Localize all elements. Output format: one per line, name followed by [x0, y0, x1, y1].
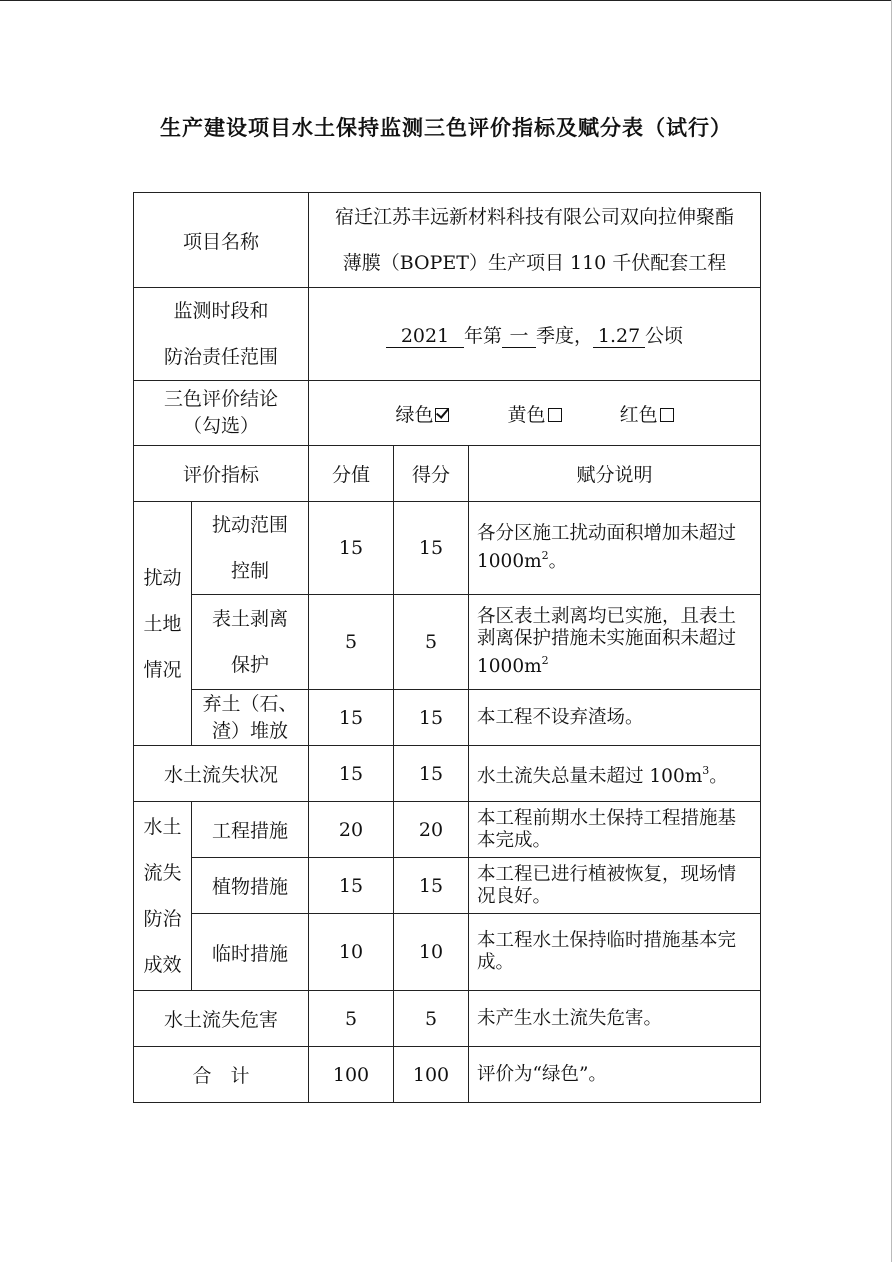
value-cell: 15 [309, 690, 394, 746]
group-prevent-label [134, 802, 192, 991]
table-row [134, 595, 761, 690]
note-cell: 未产生水土流失危害。 [469, 991, 761, 1047]
note-cell: 本工程水土保持临时措施基本完成。 [469, 914, 761, 991]
indicator-name: 水土流失危害 [134, 991, 309, 1047]
checkbox-empty-icon[interactable] [660, 408, 674, 422]
area-unit: 公顷 [645, 324, 684, 347]
score-cell: 20 [394, 802, 469, 858]
total-row [134, 1047, 761, 1103]
indicator-name-line2: 保护 [231, 654, 270, 676]
year-value: 2021 [386, 325, 464, 348]
table-row [134, 858, 761, 914]
note-cell: 本工程不设弃渣场。 [469, 690, 761, 746]
option-green[interactable] [395, 400, 449, 427]
period-row [134, 288, 761, 381]
project-name-line2: 薄膜（BOPET）生产项目 110 千伏配套工程 [342, 252, 727, 274]
score-cell: 15 [394, 858, 469, 914]
total-score: 100 [394, 1047, 469, 1103]
group-disturb-line2: 土地 [143, 612, 182, 635]
top-border-line [0, 0, 892, 1]
project-name-line1: 宿迁江苏丰远新材料科技有限公司双向拉伸聚酯 [335, 206, 735, 228]
conclusion-label [134, 381, 309, 446]
group-prevent-line2: 流失 [143, 862, 182, 884]
group-prevent-line3: 防治 [143, 908, 182, 930]
conclusion-label-line1: 三色评价结论 [164, 388, 279, 410]
value-cell: 10 [309, 914, 394, 991]
header-score: 得分 [394, 446, 469, 502]
checkbox-empty-icon[interactable] [548, 408, 562, 422]
indicator-name: 临时措施 [192, 914, 309, 991]
option-red[interactable] [620, 400, 674, 427]
page-title: 生产建设项目水土保持监测三色评价指标及赋分表（试行） [160, 116, 732, 140]
total-label: 合 计 [134, 1047, 309, 1103]
score-cell: 15 [394, 502, 469, 595]
evaluation-table [133, 192, 761, 1103]
year-suffix: 年第 [464, 324, 503, 347]
score-cell: 5 [394, 991, 469, 1047]
note-superscript: 2 [541, 654, 549, 667]
score-cell: 15 [394, 690, 469, 746]
option-yellow-label: 黄色 [507, 403, 546, 426]
indicator-name [192, 595, 309, 690]
score-cell: 10 [394, 914, 469, 991]
table-row [134, 502, 761, 595]
note-cell: 本工程已进行植被恢复，现场情况良好。 [469, 858, 761, 914]
group-prevent-line4: 成效 [143, 954, 182, 976]
group-disturb-line1: 扰动 [143, 566, 182, 589]
option-red-label: 红色 [619, 403, 658, 426]
header-value: 分值 [309, 446, 394, 502]
value-cell: 15 [309, 746, 394, 802]
note-text: 各分区施工扰动面积增加未超过 1000m [477, 523, 737, 572]
indicator-name [192, 502, 309, 595]
note-superscript: 2 [541, 549, 549, 562]
table-row [134, 802, 761, 858]
table-row [134, 991, 761, 1047]
indicator-name: 植物措施 [192, 858, 309, 914]
indicator-name: 水土流失状况 [134, 746, 309, 802]
score-cell: 15 [394, 746, 469, 802]
value-cell: 15 [309, 502, 394, 595]
checkbox-checked-icon[interactable] [435, 408, 449, 422]
note-superscript: 3 [702, 763, 710, 777]
project-name-value [309, 193, 761, 288]
total-note: 评价为“绿色”。 [469, 1047, 761, 1103]
period-label-line2: 防治责任范围 [164, 346, 279, 368]
total-value: 100 [309, 1047, 394, 1103]
table-row [134, 690, 761, 746]
quarter-suffix: 季度， [536, 324, 594, 347]
period-value [309, 288, 761, 381]
note-cell [469, 746, 761, 802]
note-cell [469, 595, 761, 690]
option-yellow[interactable] [508, 400, 562, 427]
indicator-name-line1: 表土剥离 [212, 608, 289, 630]
project-name-label: 项目名称 [134, 193, 309, 288]
value-cell: 5 [309, 595, 394, 690]
indicator-name-line1: 扰动范围 [212, 514, 289, 536]
value-cell: 15 [309, 858, 394, 914]
note-text: 各区表土剥离均已实施，且表土剥离保护措施未实施面积未超过 1000m [477, 606, 737, 677]
indicator-name-line1: 弃土（石、 [202, 692, 298, 715]
project-name-row [134, 193, 761, 288]
note-cell [469, 502, 761, 595]
value-cell: 5 [309, 991, 394, 1047]
note-tail: 。 [709, 765, 728, 787]
indicator-name [192, 690, 309, 746]
header-explanation: 赋分说明 [469, 446, 761, 502]
conclusion-row [134, 381, 761, 446]
header-indicator: 评价指标 [134, 446, 309, 502]
area-value: 1.27 [593, 325, 645, 348]
note-text: 水土流失总量未超过 100m [477, 765, 703, 787]
group-prevent-line1: 水土 [143, 816, 182, 838]
group-disturb-line3: 情况 [143, 658, 182, 681]
indicator-name: 工程措施 [192, 802, 309, 858]
table-row [134, 746, 761, 802]
option-green-label: 绿色 [395, 403, 434, 426]
conclusion-label-line2: （勾选） [183, 415, 260, 437]
header-row [134, 446, 761, 502]
value-cell: 20 [309, 802, 394, 858]
group-disturb-label [134, 502, 192, 746]
note-cell: 本工程前期水土保持工程措施基本完成。 [469, 802, 761, 858]
period-label [134, 288, 309, 381]
note-tail: 。 [548, 551, 568, 572]
table-row [134, 914, 761, 991]
score-cell: 5 [394, 595, 469, 690]
conclusion-options [309, 381, 761, 446]
period-label-line1: 监测时段和 [173, 300, 269, 322]
quarter-value: 一 [502, 325, 536, 348]
indicator-name-line2: 控制 [231, 560, 270, 582]
indicator-name-line2: 渣）堆放 [212, 719, 289, 742]
